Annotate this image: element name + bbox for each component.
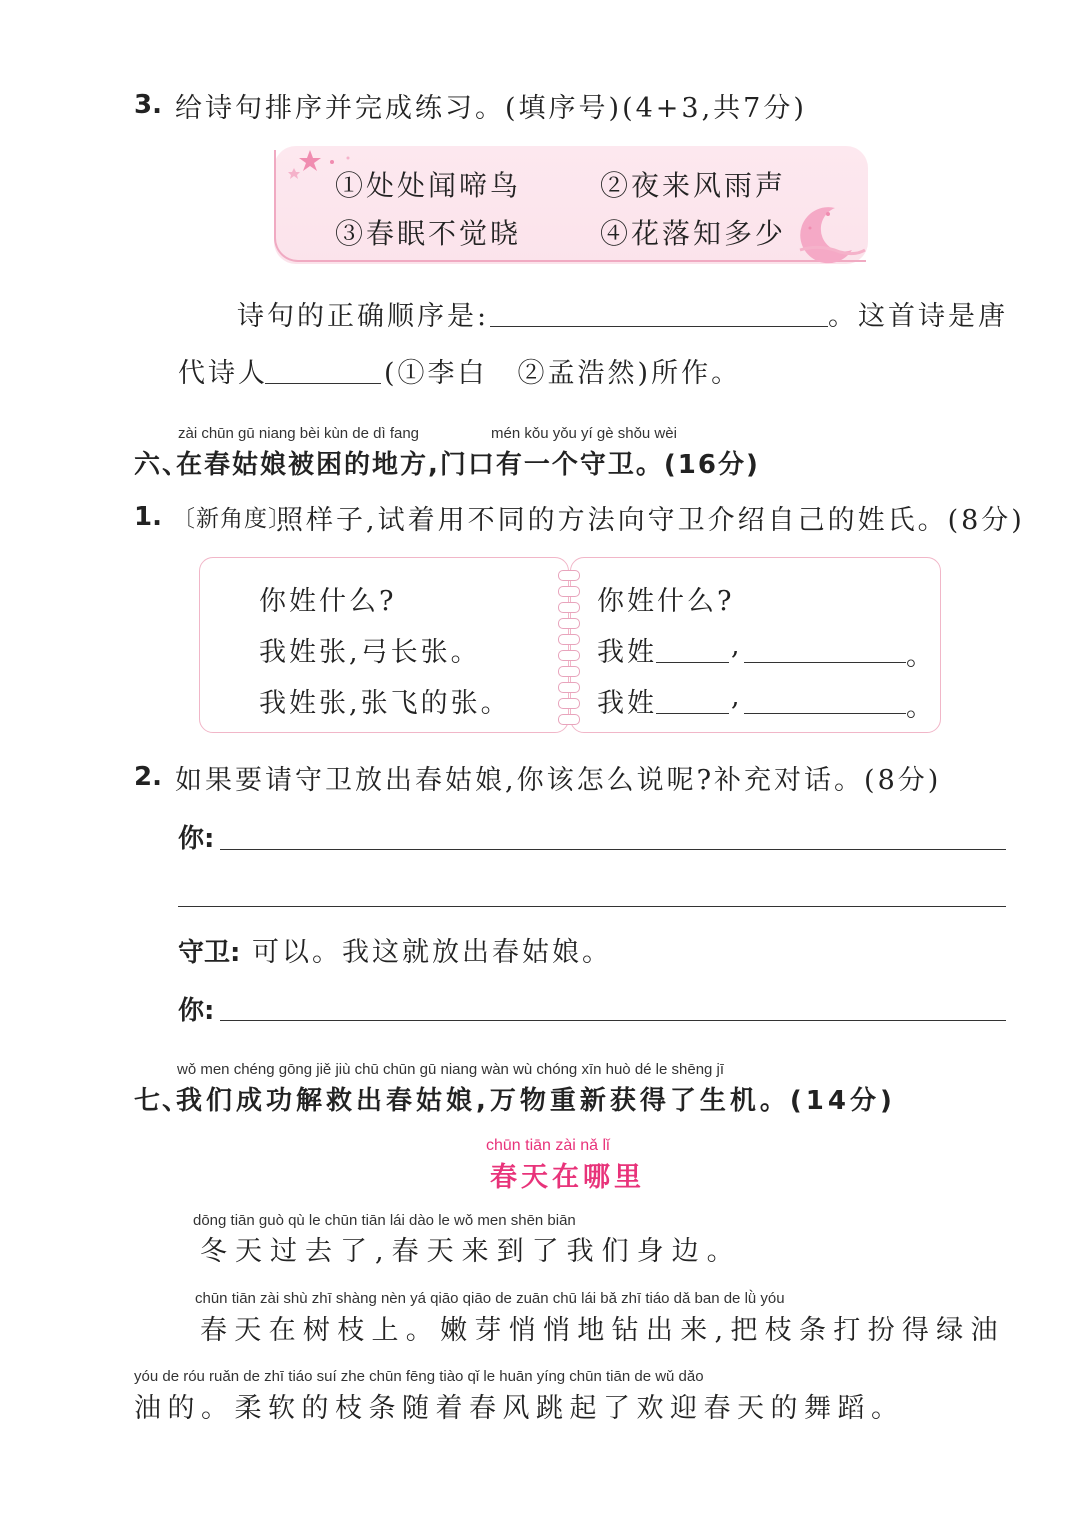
poem-line-1-pinyin: dōng tiān guò qù le chūn tiān lái dào le wǒ men shēn biān bbox=[193, 1212, 576, 1229]
order-tail: 。这首诗是唐 bbox=[828, 301, 1008, 332]
you-label-2: 你: bbox=[178, 996, 215, 1026]
poem-title-pinyin: chūn tiān zài nǎ lǐ bbox=[486, 1137, 610, 1154]
example-answer-2: 我姓张,张飞的张。 bbox=[259, 688, 511, 719]
q3-prompt: 给诗句排序并完成练习。(填序号)(4+3,共7分) bbox=[175, 93, 807, 124]
poem-line-4: ④花落知多少 bbox=[600, 217, 787, 250]
q3-number: 3. bbox=[134, 90, 162, 120]
order-label: 诗句的正确顺序是: bbox=[237, 301, 490, 332]
ring-icon bbox=[558, 666, 580, 677]
period-1: 。 bbox=[906, 641, 936, 672]
poet-lead: 代诗人 bbox=[178, 358, 268, 389]
sec6-prefix: 六、 bbox=[134, 450, 191, 480]
s6q1-tag: 〔新角度〕 bbox=[172, 506, 292, 532]
moon-icon bbox=[780, 200, 870, 270]
s6q2-number: 2. bbox=[134, 762, 162, 792]
you-label-1: 你: bbox=[178, 824, 215, 854]
poem-title: 春天在哪里 bbox=[490, 1162, 645, 1193]
you-answer-line-2[interactable] bbox=[178, 906, 1006, 907]
you-answer-line-3[interactable] bbox=[220, 1020, 1006, 1021]
you-answer-line-1[interactable] bbox=[220, 849, 1006, 850]
surname-blank-1[interactable] bbox=[656, 662, 729, 663]
poem-text-line-1: 冬天过去了,春天来到了我们身边。 bbox=[200, 1236, 742, 1267]
example-answer-1: 我姓张,弓长张。 bbox=[259, 637, 481, 668]
comma-2: , bbox=[731, 681, 743, 712]
ring-icon bbox=[558, 634, 580, 645]
s6q1-prompt: 照样子,试着用不同的方法向守卫介绍自己的姓氏。(8分) bbox=[276, 505, 1025, 536]
sec7-prefix: 七、 bbox=[134, 1086, 191, 1116]
s6q1-number: 1. bbox=[134, 502, 162, 532]
ring-icon bbox=[558, 586, 580, 597]
ring-icon bbox=[558, 618, 580, 629]
poem-line-2: ②夜来风雨声 bbox=[600, 169, 787, 202]
ring-icon bbox=[558, 682, 580, 693]
ring-icon bbox=[558, 570, 580, 581]
ring-icon bbox=[558, 714, 580, 725]
answer-question: 你姓什么? bbox=[597, 586, 735, 617]
ring-icon bbox=[558, 698, 580, 709]
guard-reply: 可以。我这就放出春姑娘。 bbox=[252, 937, 612, 968]
poem-line-1: ①处处闻啼鸟 bbox=[335, 169, 522, 202]
sec7-title: 我们成功解救出春姑娘,万物重新获得了生机。(14分) bbox=[176, 1086, 896, 1116]
poem-line-3-pinyin: yóu de róu ruǎn de zhī tiáo suí zhe chūn fēng tiào qǐ le huān yíng chūn tiān de wǔ dǎo bbox=[134, 1368, 704, 1385]
order-answer-blank[interactable] bbox=[490, 326, 828, 327]
comma-1: , bbox=[731, 630, 743, 661]
sec6-pinyin-b: mén kǒu yǒu yí gè shǒu wèi bbox=[491, 425, 677, 442]
poet-options: (①李白 ②孟浩然)所作。 bbox=[384, 358, 742, 389]
explain-blank-2[interactable] bbox=[744, 713, 906, 714]
example-question: 你姓什么? bbox=[259, 586, 397, 617]
poet-answer-blank[interactable] bbox=[265, 383, 381, 384]
s6q2-prompt: 如果要请守卫放出春姑娘,你该怎么说呢?补充对话。(8分) bbox=[175, 765, 942, 796]
poem-text-line-3: 油的。柔软的枝条随着春风跳起了欢迎春天的舞蹈。 bbox=[134, 1393, 905, 1424]
period-2: 。 bbox=[906, 692, 936, 723]
ring-icon bbox=[558, 602, 580, 613]
guard-label: 守卫: bbox=[178, 938, 241, 968]
sec6-pinyin-a: zài chūn gū niang bèi kùn de dì fang bbox=[178, 425, 420, 442]
surname-blank-2[interactable] bbox=[656, 713, 729, 714]
poem-text-line-2: 春天在树枝上。嫩芽悄悄地钻出来,把枝条打扮得绿油 bbox=[200, 1315, 1005, 1346]
poem-line-3: ③春眠不觉晓 bbox=[335, 217, 522, 250]
sec7-pinyin: wǒ men chéng gōng jiě jiù chū chūn gū niang wàn wù chóng xīn huò dé le shēng jī bbox=[177, 1061, 725, 1078]
answer-lead-2: 我姓 bbox=[597, 688, 657, 719]
answer-lead-1: 我姓 bbox=[597, 637, 657, 668]
poem-line-2-pinyin: chūn tiān zài shù zhī shàng nèn yá qiāo qiāo de zuān chū lái bǎ zhī tiáo dǎ ban de lǜ yóu bbox=[195, 1290, 785, 1307]
ring-icon bbox=[558, 650, 580, 661]
explain-blank-1[interactable] bbox=[744, 662, 906, 663]
sec6-title: 在春姑娘被困的地方,门口有一个守卫。(16分) bbox=[176, 450, 760, 480]
